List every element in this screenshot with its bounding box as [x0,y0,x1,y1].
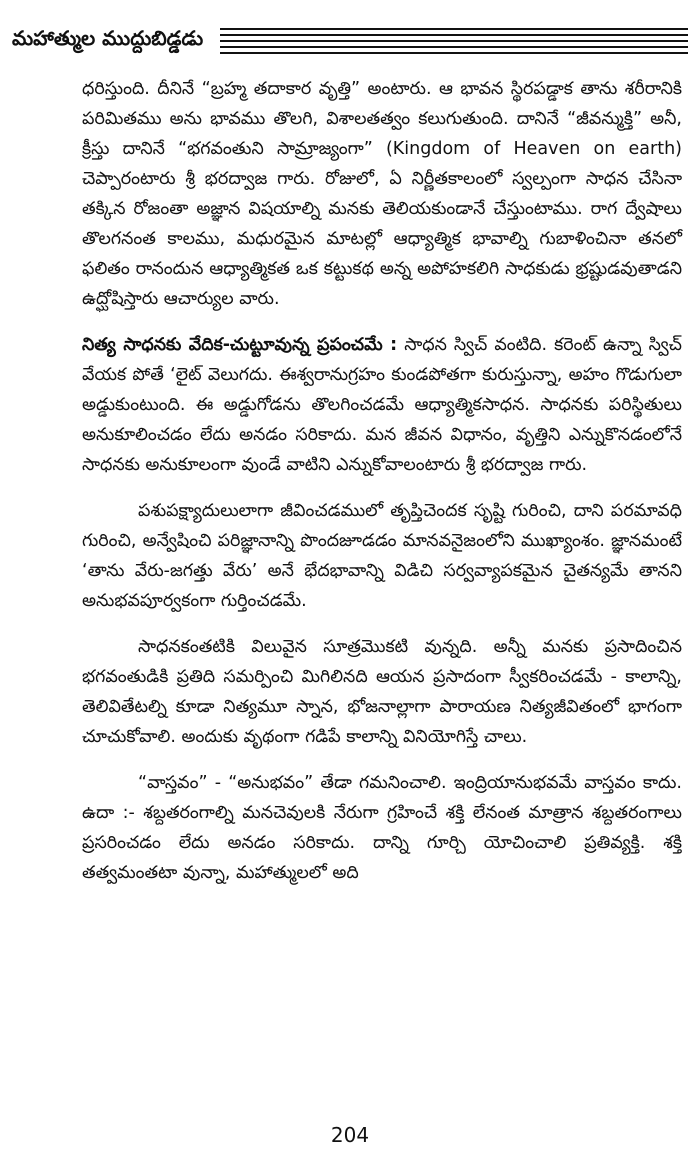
section-heading: నిత్య సాధనకు వేదిక-చుట్టూవున్న ప్రపంచమే : [82,335,398,355]
header-rule-line [220,28,688,30]
header-rule-line [220,40,688,42]
paragraph-text: “వాస్తవం” - “అనుభవం” తేడా గమనించాలి. ఇంద్రియానుభవమే వాస్తవం కాదు. ఉదా :- శబ్దతరంగాల్ని మనచెవులకి నేరుగా గ్రహించే శక్తి లేనంత మాత్రాన శబ్దతరంగాలు ప్రసరించడం లేదు అనడం సరికాదు. దాన్ని గూర్చి యోచించాలి ప్రతివ్యక్తి. శక్తి తత్వమంతటా వున్నా, మహాత్ములలో అది [82,773,682,883]
header-rules [220,28,688,58]
page-body [82,74,682,888]
page-header [12,24,688,58]
page-number: 204 [330,1123,370,1147]
header-rule-line [220,52,688,54]
running-title: మహాత్ముల ముద్దుబిడ్డడు [12,26,204,50]
paragraph [82,768,682,888]
paragraph-text: సాధనకంతటికి విలువైన సూత్రమొకటి వున్నది. అన్నీ మనకు ప్రసాదించిన భగవంతుడికి ప్రతిది సమర్పించి మిగిలినది ఆయన ప్రసాదంగా స్వీకరించడమే - కాలాన్ని, తెలివితేటల్ని కూడా నిత్యమూ స్నాన, భోజనాల్లాగా పారాయణ నిత్యజీవితంలో భాగంగా చూచుకోవాలి. అందుకు వృథంగా గడిపే కాలాన్ని వినియోగిస్తే చాలు. [82,637,682,747]
paragraph-text: పశుపక్ష్యాదులులాగా జీవించడములో తృప్తిచెందక సృష్టి గురించి, దాని పరమావధి గురించి, అన్వేషించి పరిజ్ఞానాన్ని పొందజూడడం మానవనైజంలోని ముఖ్యాంశం. జ్ఞానమంటే ‘తాను వేరు-జగత్తు వేరు’ అనే భేదభావాన్ని విడిచి సర్వవ్యాపకమైన చైతన్యమే తానని అనుభవపూర్వకంగా గుర్తించడమే. [82,501,682,611]
paragraph [82,632,682,752]
paragraph [82,74,682,314]
paragraph [82,496,682,616]
paragraph-text: ధరిస్తుంది. దీనినే “బ్రహ్మ తదాకార వృత్తి” అంటారు. ఆ భావన స్థిరపడ్డాక తాను శరీరానికి పరిమితము అను భావము తొలగి, విశాలతత్వం కలుగుతుంది. దానినే “జీవన్ముక్తి” అనీ, క్రీస్తు దానినే “భగవంతుని సామ్రాజ్యంగా” (Kingdom of Heaven on earth) చెప్పారంటారు శ్రీ భరద్వాజ గారు. రోజులో, ఏ నిర్ణీతకాలంలో స్వల్పంగా సాధన చేసినా తక్కిన రోజంతా అజ్ఞాన విషయాల్ని మనకు తెలియకుండానే చేస్తుంటాము. రాగ ద్వేషాలు తొలగనంత కాలము, మధురమైన మాటల్లో ఆధ్యాత్మిక భావాల్ని గుబాళించినా తనలో ఫలితం రానందున ఆధ్యాత్మికత ఒక కట్టుకథ అన్న అపోహకలిగి సాధకుడు భ్రష్టుడవుతాడని ఉద్ఘోషిస్తారు ఆచార్యుల వారు. [82,79,682,309]
paragraph-text: సాధన స్విచ్ వంటిది. కరెంట్ ఉన్నా స్విచ్ వేయక పోతే ‘లైట్ వెలుగదు. ఈశ్వరానుగ్రహం కుండపోతగా కురుస్తున్నా, అహం గొడుగులా అడ్డుకుంటుంది. ఈ అడ్డుగోడను తొలగించడమే ఆధ్యాత్మికసాధన. సాధనకు పరిస్థితులు అనుకూలించడం లేదు అనడం సరికాదు. మన జీవన విధానం, వృత్తిని ఎన్నుకొనడంలోనే సాధనకు అనుకూలంగా వుండే వాటిని ఎన్నుకోవాలంటారు శ్రీ భరద్వాజ గారు. [82,335,682,475]
header-rule-line [220,34,688,36]
paragraph [82,330,682,480]
header-rule-line [220,46,688,48]
